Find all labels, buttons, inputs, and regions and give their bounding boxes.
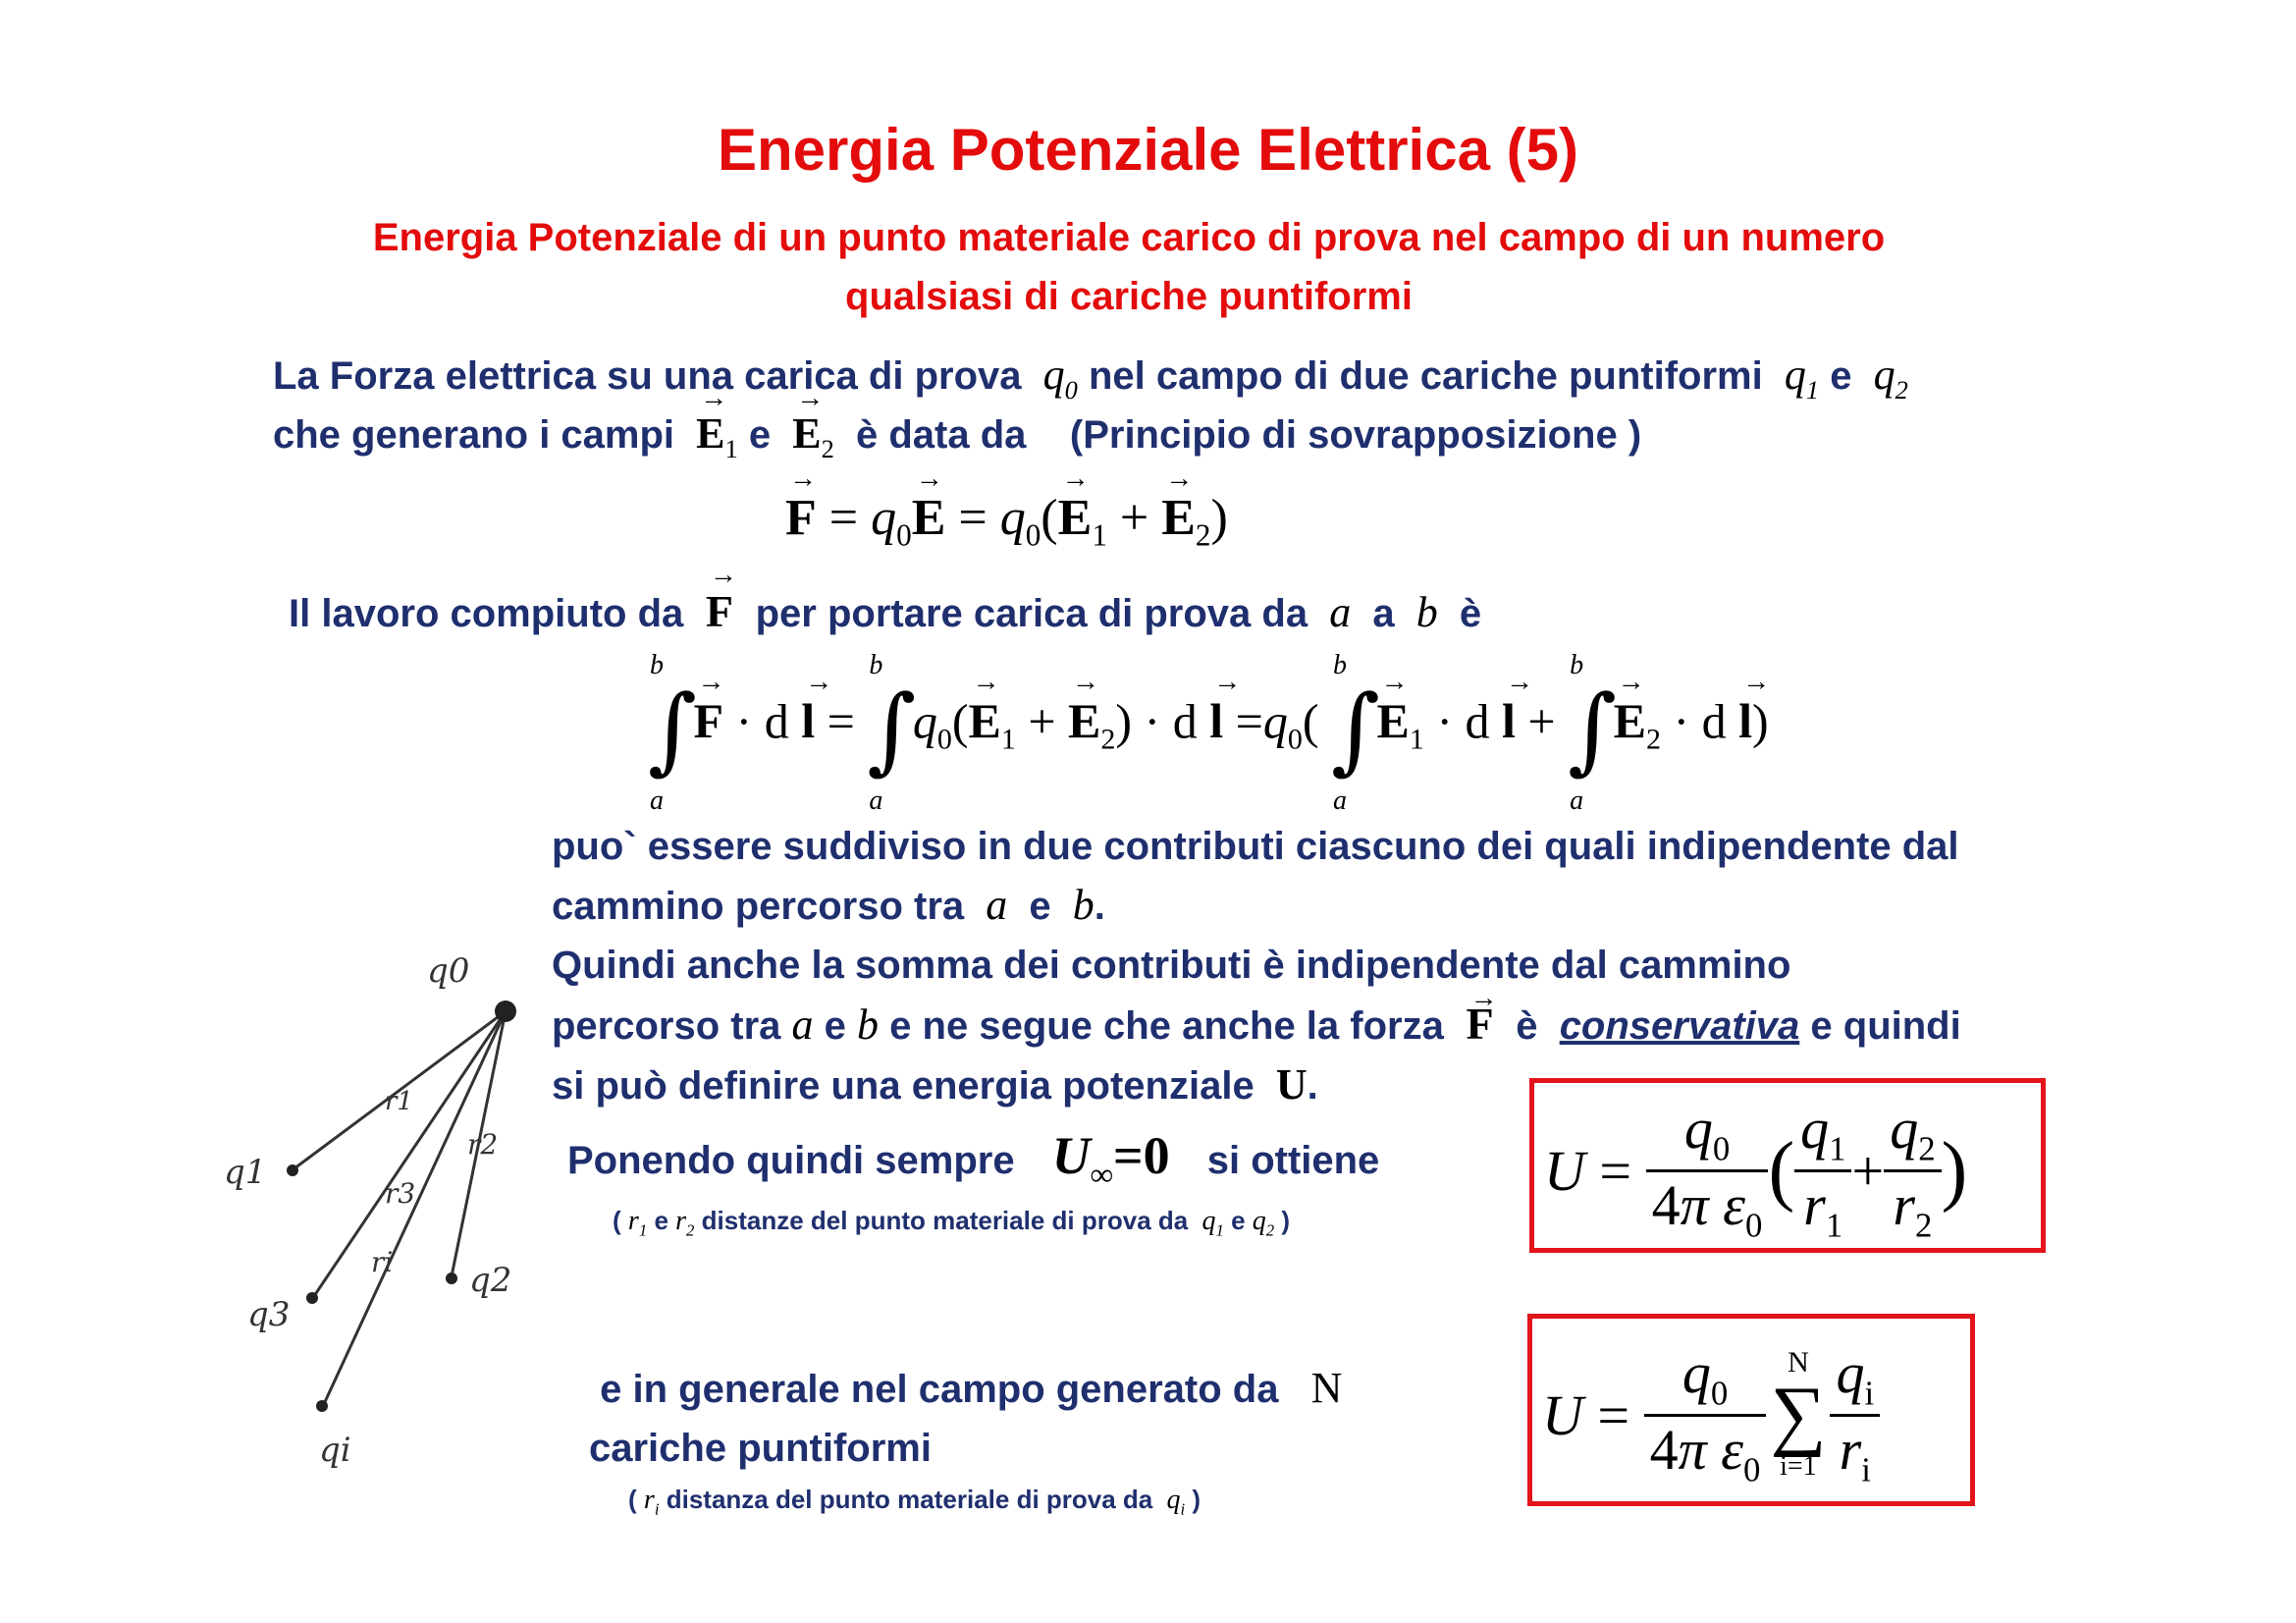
paragraph-force-line-2: che generano i campi → $E_1$ $e \to E_2$ è data da (Principio di sovrapposizione ) [273,408,1641,464]
p3-line-3: Quindi anche la somma dei contributi è indipendente dal cammino [552,944,1791,987]
paragraph-general-n-charges: e in generale nel campo generato da N cariche puntiformi [589,1364,1343,1470]
note-distance-ri: ( $r_i$ distanza del punto materiale di prova da $q_i$ ) [628,1485,1201,1519]
label-r1: r1 [385,1087,413,1116]
p3-line-2: cammino percorso tra a e b. [552,881,1105,929]
label-q1: q1 [224,1153,267,1192]
note-distances-r1-r2: ( $r_1$ e $r_2$ distanze del punto materiale di prova da $q_1$ e $q_2$ ) [613,1206,1291,1240]
charge-q1-dot [287,1164,298,1176]
paragraph-conservative [552,817,1961,1115]
subtitle-line-1: Energia Potenziale di un punto materiale carico di prova nel campo di un numero [372,216,1886,259]
paragraph-setting-u-infinity: Ponendo quindi sempre $U_\infty=0$ si ottiene [567,1126,1380,1193]
p3-line-5: si può definire una energia potenziale U. [552,1060,1318,1109]
subtitle-line-2: qualsiasi di cariche puntiformi [845,275,1413,318]
label-q2: q2 [469,1261,512,1300]
label-q3: q3 [247,1295,291,1334]
charge-qi-dot [316,1400,328,1412]
charges-sketch [216,943,540,1483]
label-r3: r3 [385,1177,416,1210]
force-equation: → $F = q_0\to E = q_0(\to E_1$ + → $E_2$) [785,489,1228,553]
work-integral-equation: b ∫ a → F · d → l = b ∫ a $q_0(\to E_1$ + → $E_2) \cdot d \to l =q_0$( b ∫ a → $E_1 \cdot d \to l$ + b ∫ a → $E_2 \cdot d \to l$) [648,668,1769,815]
subtitle [255,208,2002,326]
charge-q2-dot [446,1272,457,1284]
label-ri: ri [371,1246,394,1278]
label-q0: q0 [427,951,470,991]
paragraph-work: Il lavoro compiuto da → F per portare carica di prova da a a b è [289,585,1481,637]
formula-box-n-charges: U = $\frac{q_0}{4\pi \varepsilon_0}$ N ∑ i=1 $\frac{q_i}{r_i}$ [1527,1314,1975,1506]
label-r2: r2 [467,1128,499,1161]
p3-line-1: puo` essere suddiviso in due contributi ciascuno dei quali indipendente dal [552,825,1959,868]
p3-line-4: percorso tra a e b e ne segue che anche la forza → F è conservativa e quindi [552,995,1961,1055]
charge-q0-dot [495,1001,516,1022]
paragraph-force-line-1: La Forza elettrica su una carica di prova $q_0$ nel campo di due cariche puntiformi $q_1$ e $q_2$ [273,351,1908,405]
formula-box-two-charges: U = $\frac{q_0}{4\pi \varepsilon_0}$ ( $\frac{q_1}{r_1}$ + $\frac{q_2}{r_2}$ ) [1529,1078,2046,1253]
page-title: Energia Potenziale Elettrica (5) [718,117,1578,183]
label-qi: qi [319,1431,351,1470]
charge-q3-dot [306,1292,318,1304]
